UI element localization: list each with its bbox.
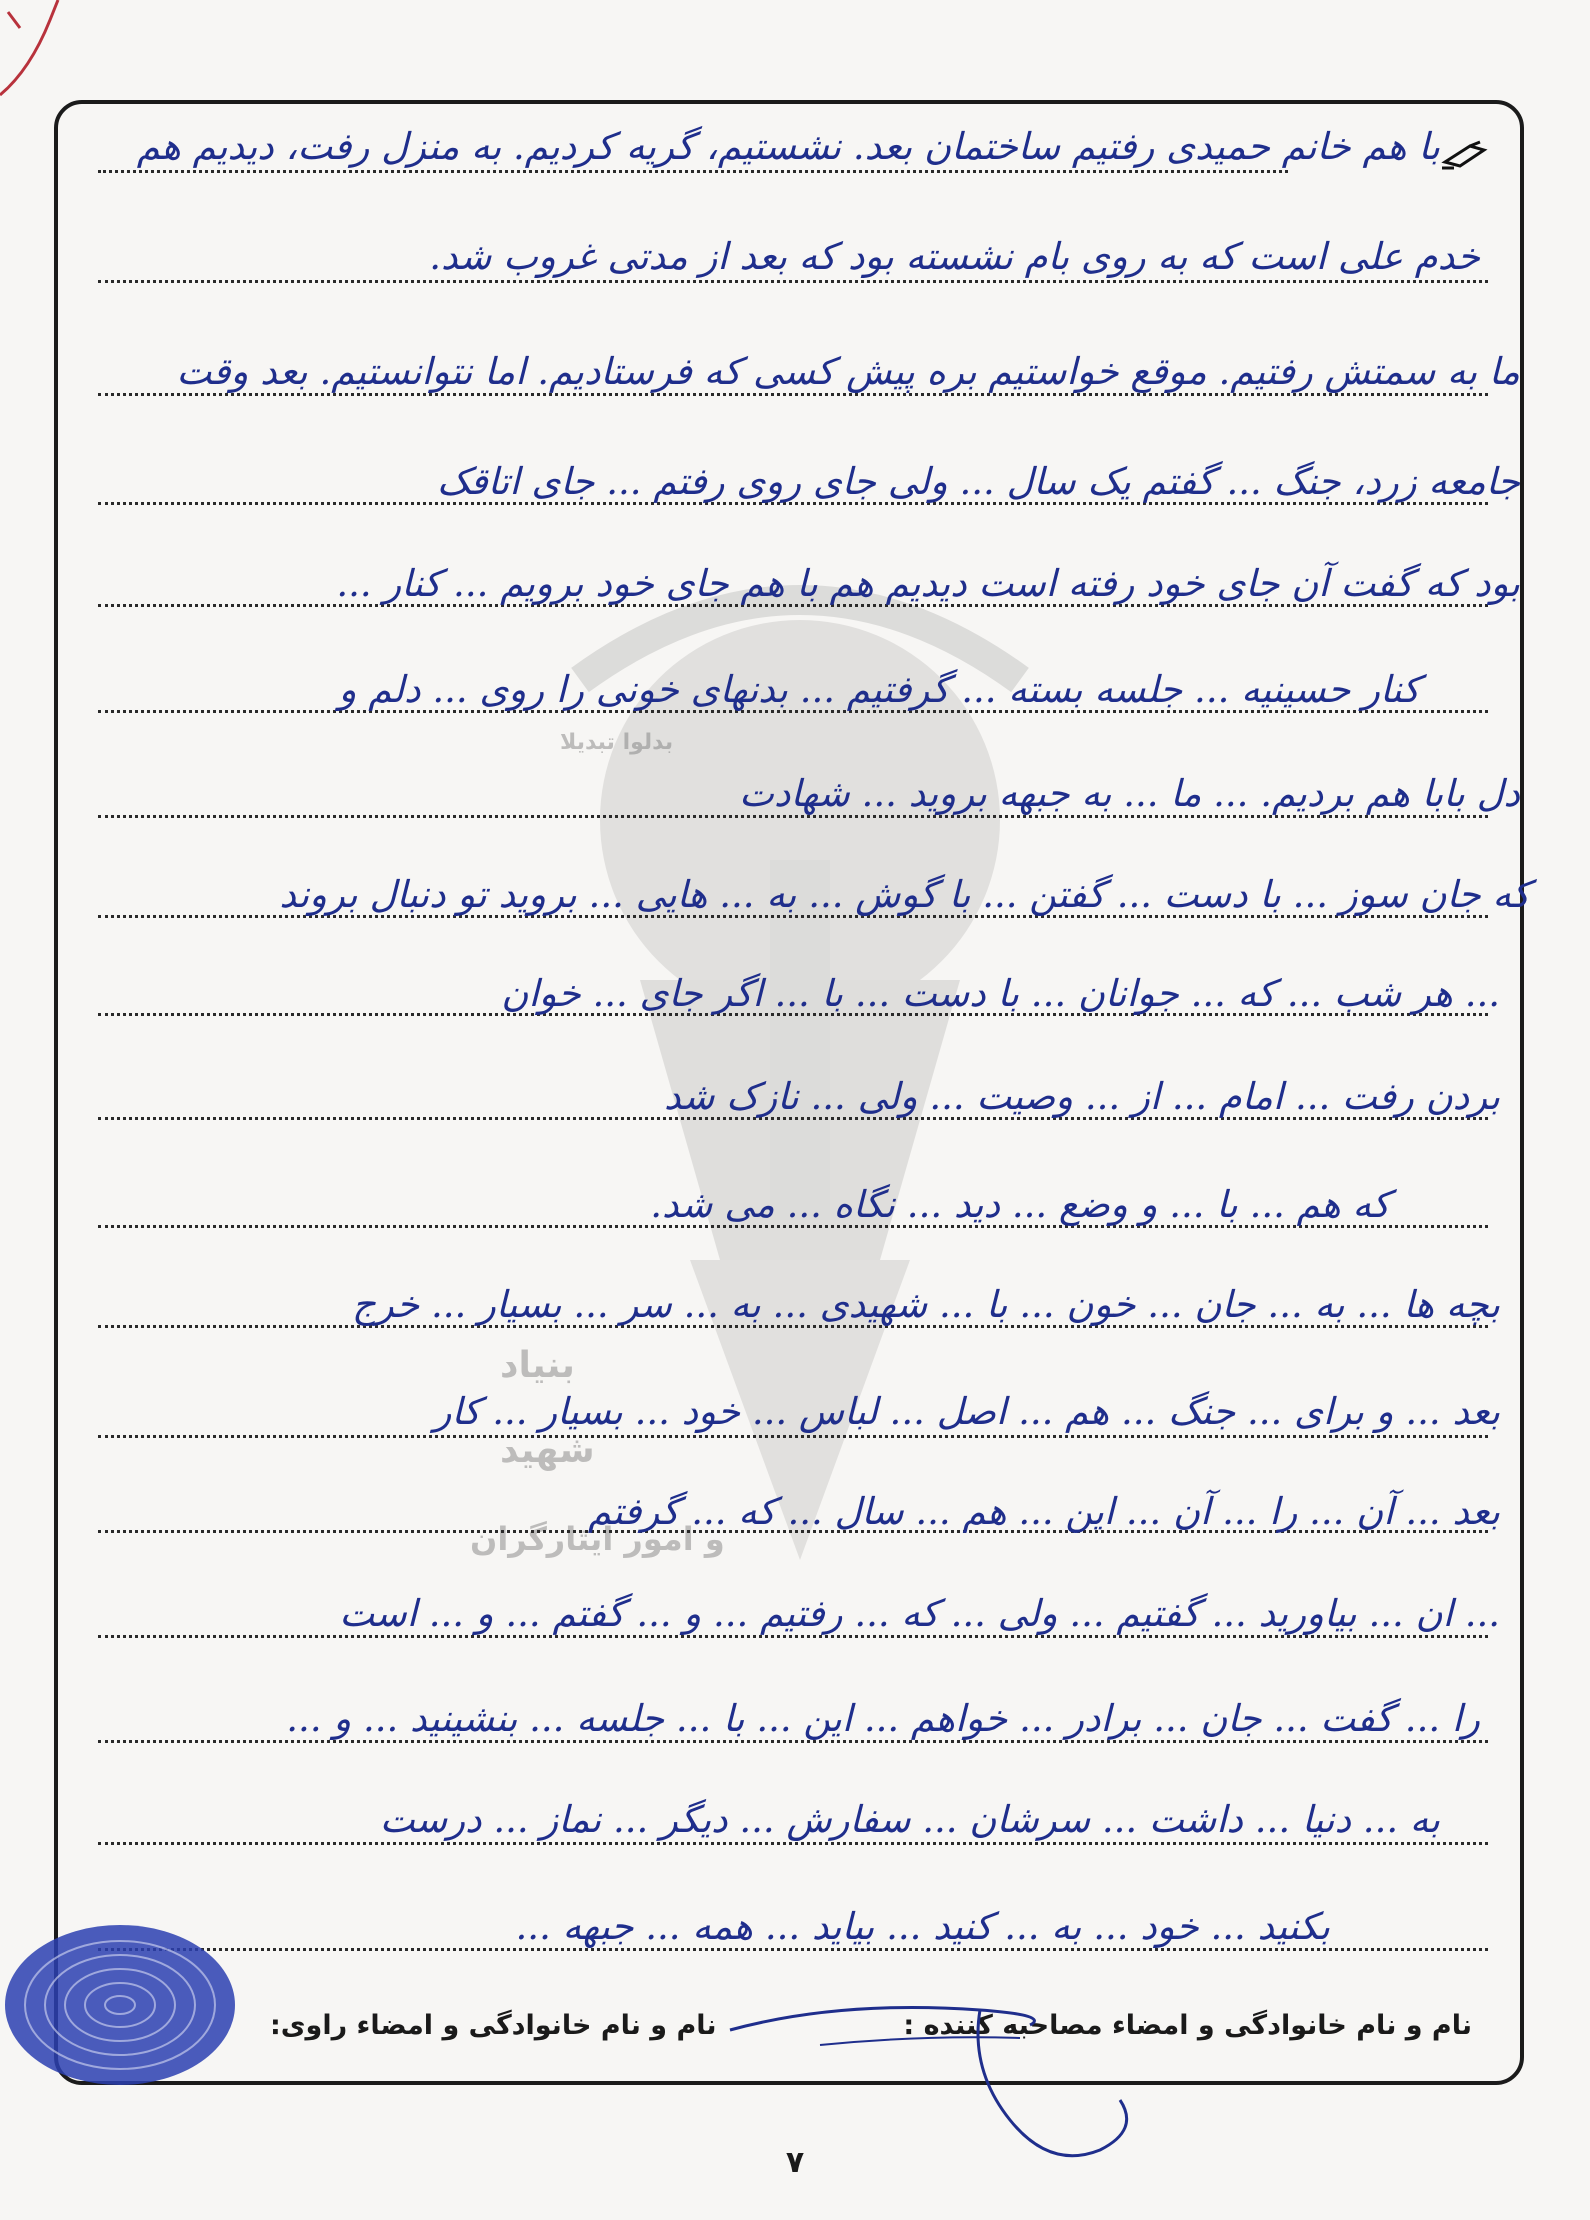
handwritten-line: بعد ... آن ... را ... آن ... این ... هم ... سال ... که ... گرفتم — [587, 1490, 1500, 1533]
ruled-line — [98, 393, 1488, 396]
page-number: ۷ — [785, 2145, 805, 2180]
corner-stamp-mark — [0, 0, 70, 110]
handwritten-line: ما به سمتش رفتیم. موقع خواستیم بره پیش کسی که فرستادیم. اما نتوانستیم. بعد وقت — [176, 350, 1520, 393]
watermark-line3: و امور ایثارگران — [470, 1520, 725, 1558]
handwritten-line: بعد ... و برای ... جنگ ... هم ... اصل ... لباس ... خود ... بسیار ... کار — [433, 1390, 1500, 1433]
ruled-line — [98, 1635, 1488, 1638]
handwritten-line: بردن رفت ... امام ... از ... وصیت ... ولی ... نازک شد — [664, 1075, 1500, 1118]
ruled-line — [98, 280, 1488, 283]
handwritten-line: ... هر شب ... که ... جوانان ... با دست ... با ... اگر جای ... خوان — [501, 972, 1500, 1015]
handwritten-line: بکنید ... خود ... به ... کنید ... بیاید ... همه ... جبهه ... — [515, 1905, 1330, 1948]
handwritten-line: که جان سوز ... با دست ... گفتن ... با گوش ... به ... هایی ... بروید تو دنبال بروند — [279, 873, 1530, 916]
handwritten-line: کنار حسینیه ... جلسه بسته ... گرفتیم ... بدنهای خونی را روی ... دلم و — [338, 668, 1420, 711]
handwritten-line: دل بابا هم بردیم. ... ما ... به جبهه بروید ... شهادت — [739, 772, 1520, 815]
watermark-line1: بنیاد — [500, 1345, 575, 1386]
handwritten-line: ... ان ... بیاورید ... گفتیم ... ولی ... که ... رفتیم ... و ... گفتم ... و ... است — [339, 1592, 1500, 1635]
handwritten-line: را ... گفت ... جان ... برادر ... خواهم ... این ... با ... جلسه ... بنشینید ... و ... — [286, 1697, 1480, 1740]
thumbprint-stamp — [0, 1910, 260, 2090]
interviewer-signature-label: نام و نام خانوادگی و امضاء مصاحبه کننده : — [903, 2010, 1472, 2041]
handwritten-line: به ... دنیا ... داشت ... سرشان ... سفارش ... دیگر ... نماز ... درست — [379, 1798, 1440, 1841]
watermark-line2: شهید — [500, 1430, 595, 1471]
ruled-line — [98, 1435, 1488, 1438]
handwritten-line: بود که گفت آن جای خود رفته است دیدیم هم با هم جای خود برویم ... کنار ... — [336, 562, 1520, 605]
watermark-motto: بدلوا تبدیلا — [560, 730, 674, 755]
ruled-line — [98, 815, 1488, 818]
handwritten-line: بچه ها ... به ... جان ... خون ... با ... شهیدی ... به ... سر ... بسیار ... خرج — [352, 1283, 1500, 1326]
handwritten-line: که هم ... با ... و وضع ... دید ... نگاه ... می شد. — [650, 1183, 1390, 1226]
ruled-line — [98, 1948, 1488, 1951]
narrator-signature-label: نام و نام خانوادگی و امضاء راوی: — [270, 2010, 717, 2041]
handwritten-line: جامعه زرد، جنگ ... گفتم یک سال ... ولی جای روی رفتم ... جای اتاقک — [436, 460, 1520, 503]
handwritten-line: با هم خانم حمیدی رفتیم ساختمان بعد. نشستیم، گریه کردیم. به منزل رفت، دیدیم هم — [136, 125, 1440, 168]
ruled-line — [98, 1842, 1488, 1845]
ruled-line — [98, 170, 1288, 173]
handwritten-line: خدم علی است که به روی بام نشسته بود که بعد از مدتی غروب شد. — [429, 235, 1480, 278]
ruled-line — [98, 1740, 1488, 1743]
